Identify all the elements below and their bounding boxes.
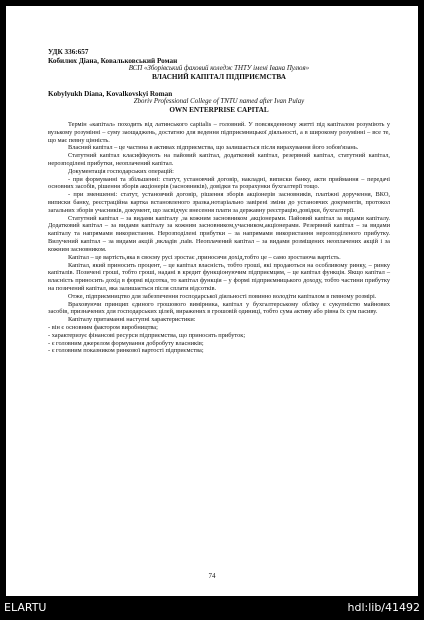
paragraph: Статутний капітал класифікують на пайовий капітал, додатковий капітал, резервний капітал, статутний капітал, нерозподілені прибутки, неоплачений капітал. bbox=[48, 152, 390, 167]
paragraph: Статутний капітал – за видами капіталу ,за кожним засновником ,акціонерами. Пайовий капітал за видами капіталу. Додатковий капітал – за видами капіталу за кожним засновником,учасником,акціонерами. Резервний капітал – за видами капіталу та напрямами використання. Нерозподілені прибутки – за напрямами використання нерозподіленого прибутку. Вилучений капітал – за видами акцій ,вкладів ,паїв. Неоплачений капітал – за видами розміщених неоплачених акцій і за кожним засновником. bbox=[48, 214, 390, 253]
footer-handle-link[interactable]: hdl:lib/41492 bbox=[347, 601, 420, 614]
list-item: - при формуванні та збільшенні: статут, установчий договір, накладні, виписки банку, акти приймання – передачі основних засобів, рішення зборів акціонерів (засновників), довідки та розрахунки бухгалтерії тощо. bbox=[48, 175, 390, 191]
page-content bbox=[48, 48, 390, 355]
page-number: 74 bbox=[208, 572, 216, 580]
paragraph: Термін «капітал» походить від латинського capitalis – головний. У повсякденному житті під капіталом розуміють у вузькому розумінні – суму заощаджень, достатню для ведення підприємницької діяльності, а в широкому розумінні – все те, що має певну цінність. bbox=[48, 120, 390, 144]
udk-code: УДК 336:657 bbox=[48, 48, 89, 56]
footer-repository-label: ELARTU bbox=[4, 601, 47, 614]
paragraph: Враховуючи принцип єдиного грошового вимірника, капітал у бухгалтерському обліку є сукупністю майнових засобів, призначених для господарських цілей, виражених в грошовій одиниці, тобто сума активу або рівна їх сум пасиву. bbox=[48, 300, 390, 316]
paragraph: Отже, підприємництво для забезпечення господарської діяльності повинно володіти капіталом в певному розмірі. bbox=[68, 292, 377, 300]
paragraph: Капіталу притаманні наступні характеристики: bbox=[68, 316, 196, 324]
list-item: - при зменшенні: статут, установчий договір, рішення зборів акціонерів засновників, платіжні доручення, ВКО, виписки банку, реєстраційна картка встановленого зразка,нотаріально завірені зміни до установчих документів, протокол загальних зборів учасників, документ, що засвідчує внесення плати за державну реєстрацію,довідки, бухгалтерії. bbox=[48, 191, 390, 214]
title-ua: ВЛАСНИЙ КАПІТАЛ ПІДПРИЄМСТВА bbox=[152, 73, 286, 82]
title-en: OWN ENTERPRISE CAPITAL bbox=[169, 106, 269, 115]
document-page bbox=[6, 6, 418, 596]
authors-en: Kobylyukh Diana, Kovalkovskyi Roman bbox=[48, 89, 173, 98]
college-ua: ВСП «Зборівський фаховий коледж ТНТУ імені Івана Пулюя» bbox=[128, 65, 310, 72]
paragraph: Капітал, який приносить процент, – це капітал власність, тобто гроші, які продаються на особливому ринку, – ринку капіталів. Позичені гроші, тобто гроші, надані в кредит функціонуючим підприємцям, – це капітал функція. Якщо капітал – власність приносить дохід в формі відсотка, то капітал функція – у формі підприємницького доходу, тобто частини прибутку на позичений капітал, яка залишається після сплати відсотків. bbox=[48, 261, 390, 292]
list-item: - є головним джерелом формування добробуту власників; bbox=[48, 339, 204, 347]
list-item: - характеризує фінансові ресурси підприємства, що приносять прибуток; bbox=[48, 331, 246, 339]
article-body bbox=[48, 121, 390, 355]
authors-ua: Кобилюх Діана, Ковальковський Роман bbox=[48, 56, 178, 65]
college-en: Zboriv Professional College of TNTU named after Ivan Pulay bbox=[133, 98, 305, 106]
list-item: - він є основним фактором виробництва; bbox=[48, 324, 158, 332]
paragraph: Власний капітал – це частина в активах підприємства, що залишається після вирахування його зобов'язань. bbox=[68, 144, 359, 152]
paragraph: Капітал – це вартість,яка в своєму русі зростає ,приносячи дохід,тобто це – само зростаюча вартість. bbox=[68, 253, 341, 261]
paragraph: Документація господарських операцій: bbox=[68, 167, 174, 175]
list-item: - є головним показником ринкової вартості підприємства; bbox=[48, 347, 204, 355]
